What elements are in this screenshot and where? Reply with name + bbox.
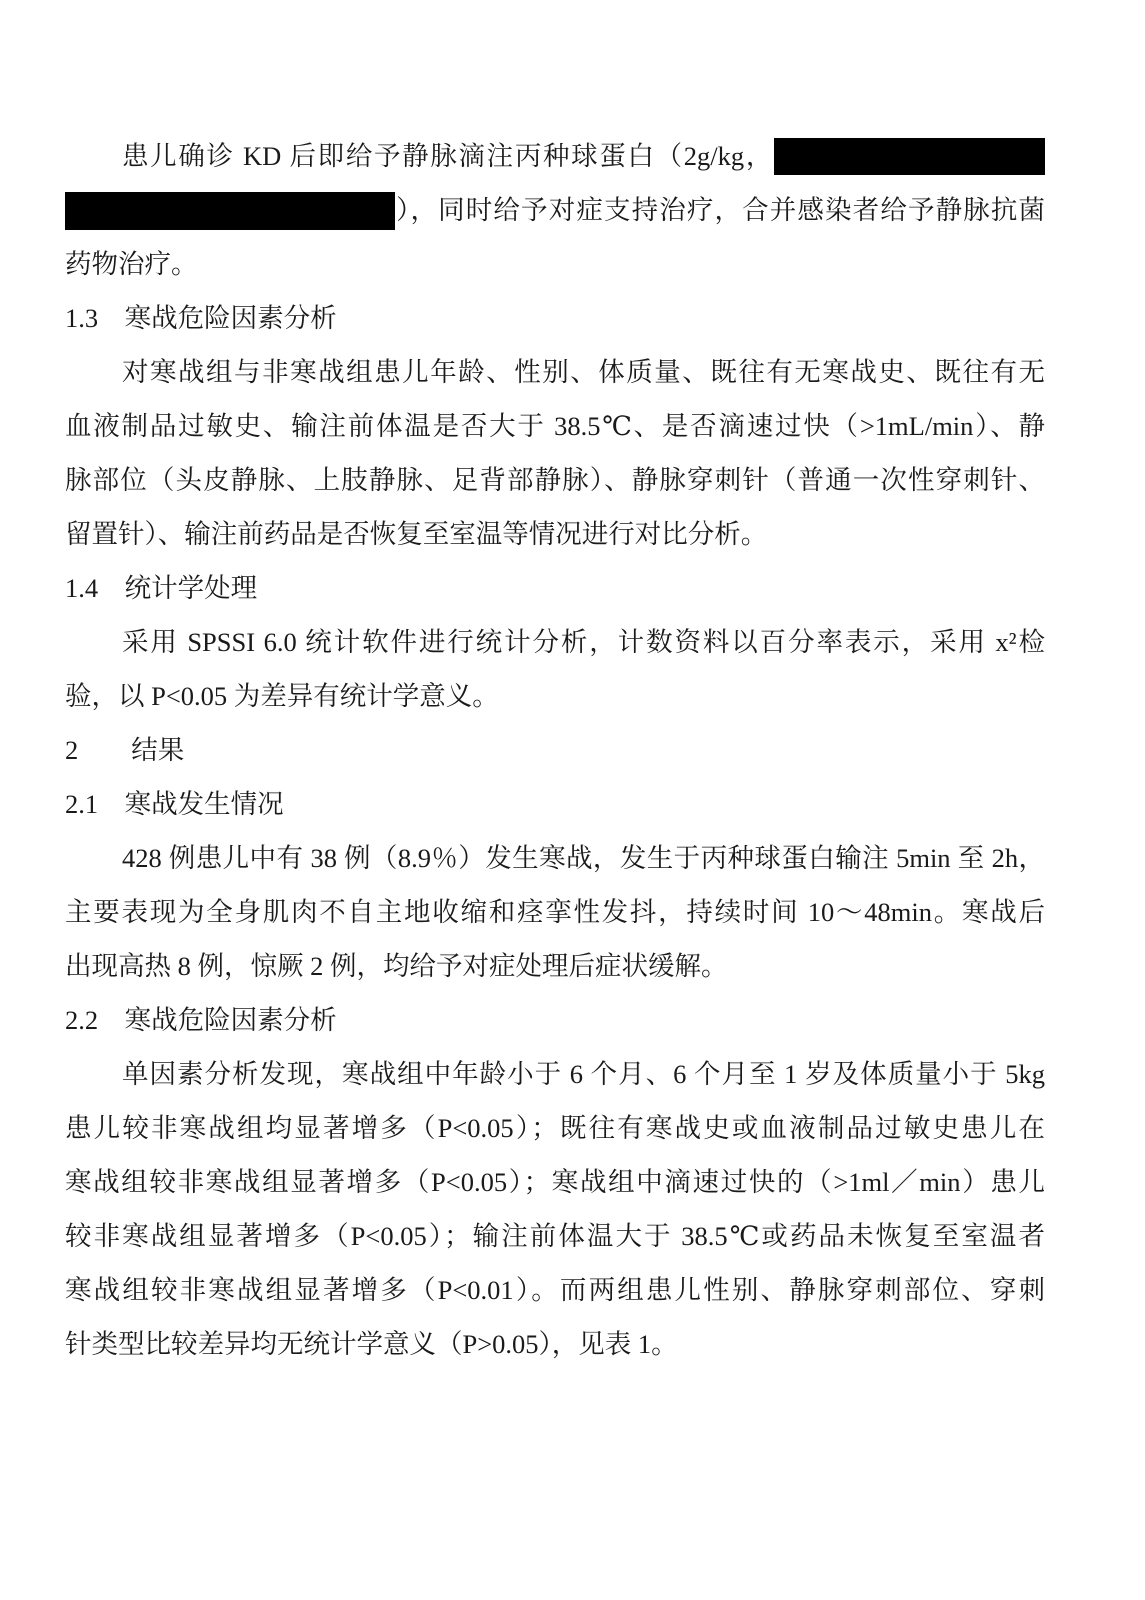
text-run: 428 例患儿中有 38 例（8.9％）发生寒战，发生于丙种球蛋白输注 5min 至 2h， xyxy=(122,843,1045,873)
text-run: 血液制品过敏史、输注前体温是否大于 38.5℃、是否滴速过快（>1mL/min）、静 xyxy=(65,411,1045,441)
paragraph-line xyxy=(65,939,1045,993)
paragraph-line xyxy=(65,1263,1045,1317)
text-run: 寒战组较非寒战组显著增多（P<0.05）；寒战组中滴速过快的（>1ml／min）患儿 xyxy=(65,1167,1045,1197)
paragraph-line xyxy=(65,1155,1045,1209)
text-run: 脉部位（头皮静脉、上肢静脉、足背部静脉）、静脉穿刺针（普通一次性穿刺针、 xyxy=(65,465,1045,495)
paragraph-line xyxy=(65,399,1045,453)
text-run: 患儿确诊 KD 后即给予静脉滴注丙种球蛋白（2g/kg， xyxy=(122,141,774,171)
paragraph-line xyxy=(65,453,1045,507)
heading-text: 2.2 寒战危险因素分析 xyxy=(65,1005,337,1035)
paragraph-line xyxy=(65,1047,1045,1101)
text-run: 寒战组较非寒战组显著增多（P<0.01）。而两组患儿性别、静脉穿刺部位、穿刺 xyxy=(65,1275,1045,1305)
paragraph-line xyxy=(65,669,1045,723)
paragraph-line xyxy=(65,885,1045,939)
section-heading-2-2 xyxy=(65,993,1045,1047)
section-heading-2-1 xyxy=(65,777,1045,831)
document-content xyxy=(65,129,1045,1371)
text-run: 主要表现为全身肌肉不自主地收缩和痉挛性发抖，持续时间 10～48min。寒战后 xyxy=(65,897,1045,927)
text-run: 验，以 P<0.05 为差异有统计学意义。 xyxy=(65,681,499,711)
text-run: ），同时给予对症支持治疗，合并感染者给予静脉抗菌 xyxy=(395,195,1045,225)
text-run: 出现高热 8 例，惊厥 2 例，均给予对症处理后症状缓解。 xyxy=(65,951,728,981)
paragraph-line xyxy=(65,615,1045,669)
section-heading-1-3 xyxy=(65,291,1045,345)
section-heading-1-4 xyxy=(65,561,1045,615)
text-run: 较非寒战组显著增多（P<0.05）；输注前体温大于 38.5℃或药品未恢复至室温者 xyxy=(65,1221,1045,1251)
paragraph-line xyxy=(65,507,1045,561)
paragraph-line xyxy=(65,1101,1045,1155)
paragraph-line xyxy=(65,1209,1045,1263)
redaction-bar xyxy=(65,192,395,230)
text-run: 患儿较非寒战组均显著增多（P<0.05）；既往有寒战史或血液制品过敏史患儿在 xyxy=(65,1113,1045,1143)
paragraph-line xyxy=(65,1317,1045,1371)
text-run: 采用 SPSSI 6.0 统计软件进行统计分析，计数资料以百分率表示，采用 x²检 xyxy=(122,627,1045,657)
heading-text: 2.1 寒战发生情况 xyxy=(65,789,284,819)
section-heading-2 xyxy=(65,723,1045,777)
paragraph-line xyxy=(65,183,1045,237)
heading-text: 2 结果 xyxy=(65,735,185,765)
text-run: 药物治疗。 xyxy=(65,249,198,279)
paragraph-line xyxy=(65,237,1045,291)
paragraph-line xyxy=(65,129,1045,183)
text-run: 对寒战组与非寒战组患儿年龄、性别、体质量、既往有无寒战史、既往有无 xyxy=(122,357,1045,387)
text-run: 留置针）、输注前药品是否恢复至室温等情况进行对比分析。 xyxy=(65,519,768,549)
text-run: 单因素分析发现，寒战组中年龄小于 6 个月、6 个月至 1 岁及体质量小于 5kg xyxy=(122,1059,1045,1089)
paragraph-line xyxy=(65,831,1045,885)
redaction-bar xyxy=(774,138,1045,175)
text-run: 针类型比较差异均无统计学意义（P>0.05），见表 1。 xyxy=(65,1329,678,1359)
heading-text: 1.3 寒战危险因素分析 xyxy=(65,303,337,333)
paragraph-line xyxy=(65,345,1045,399)
heading-text: 1.4 统计学处理 xyxy=(65,573,258,603)
